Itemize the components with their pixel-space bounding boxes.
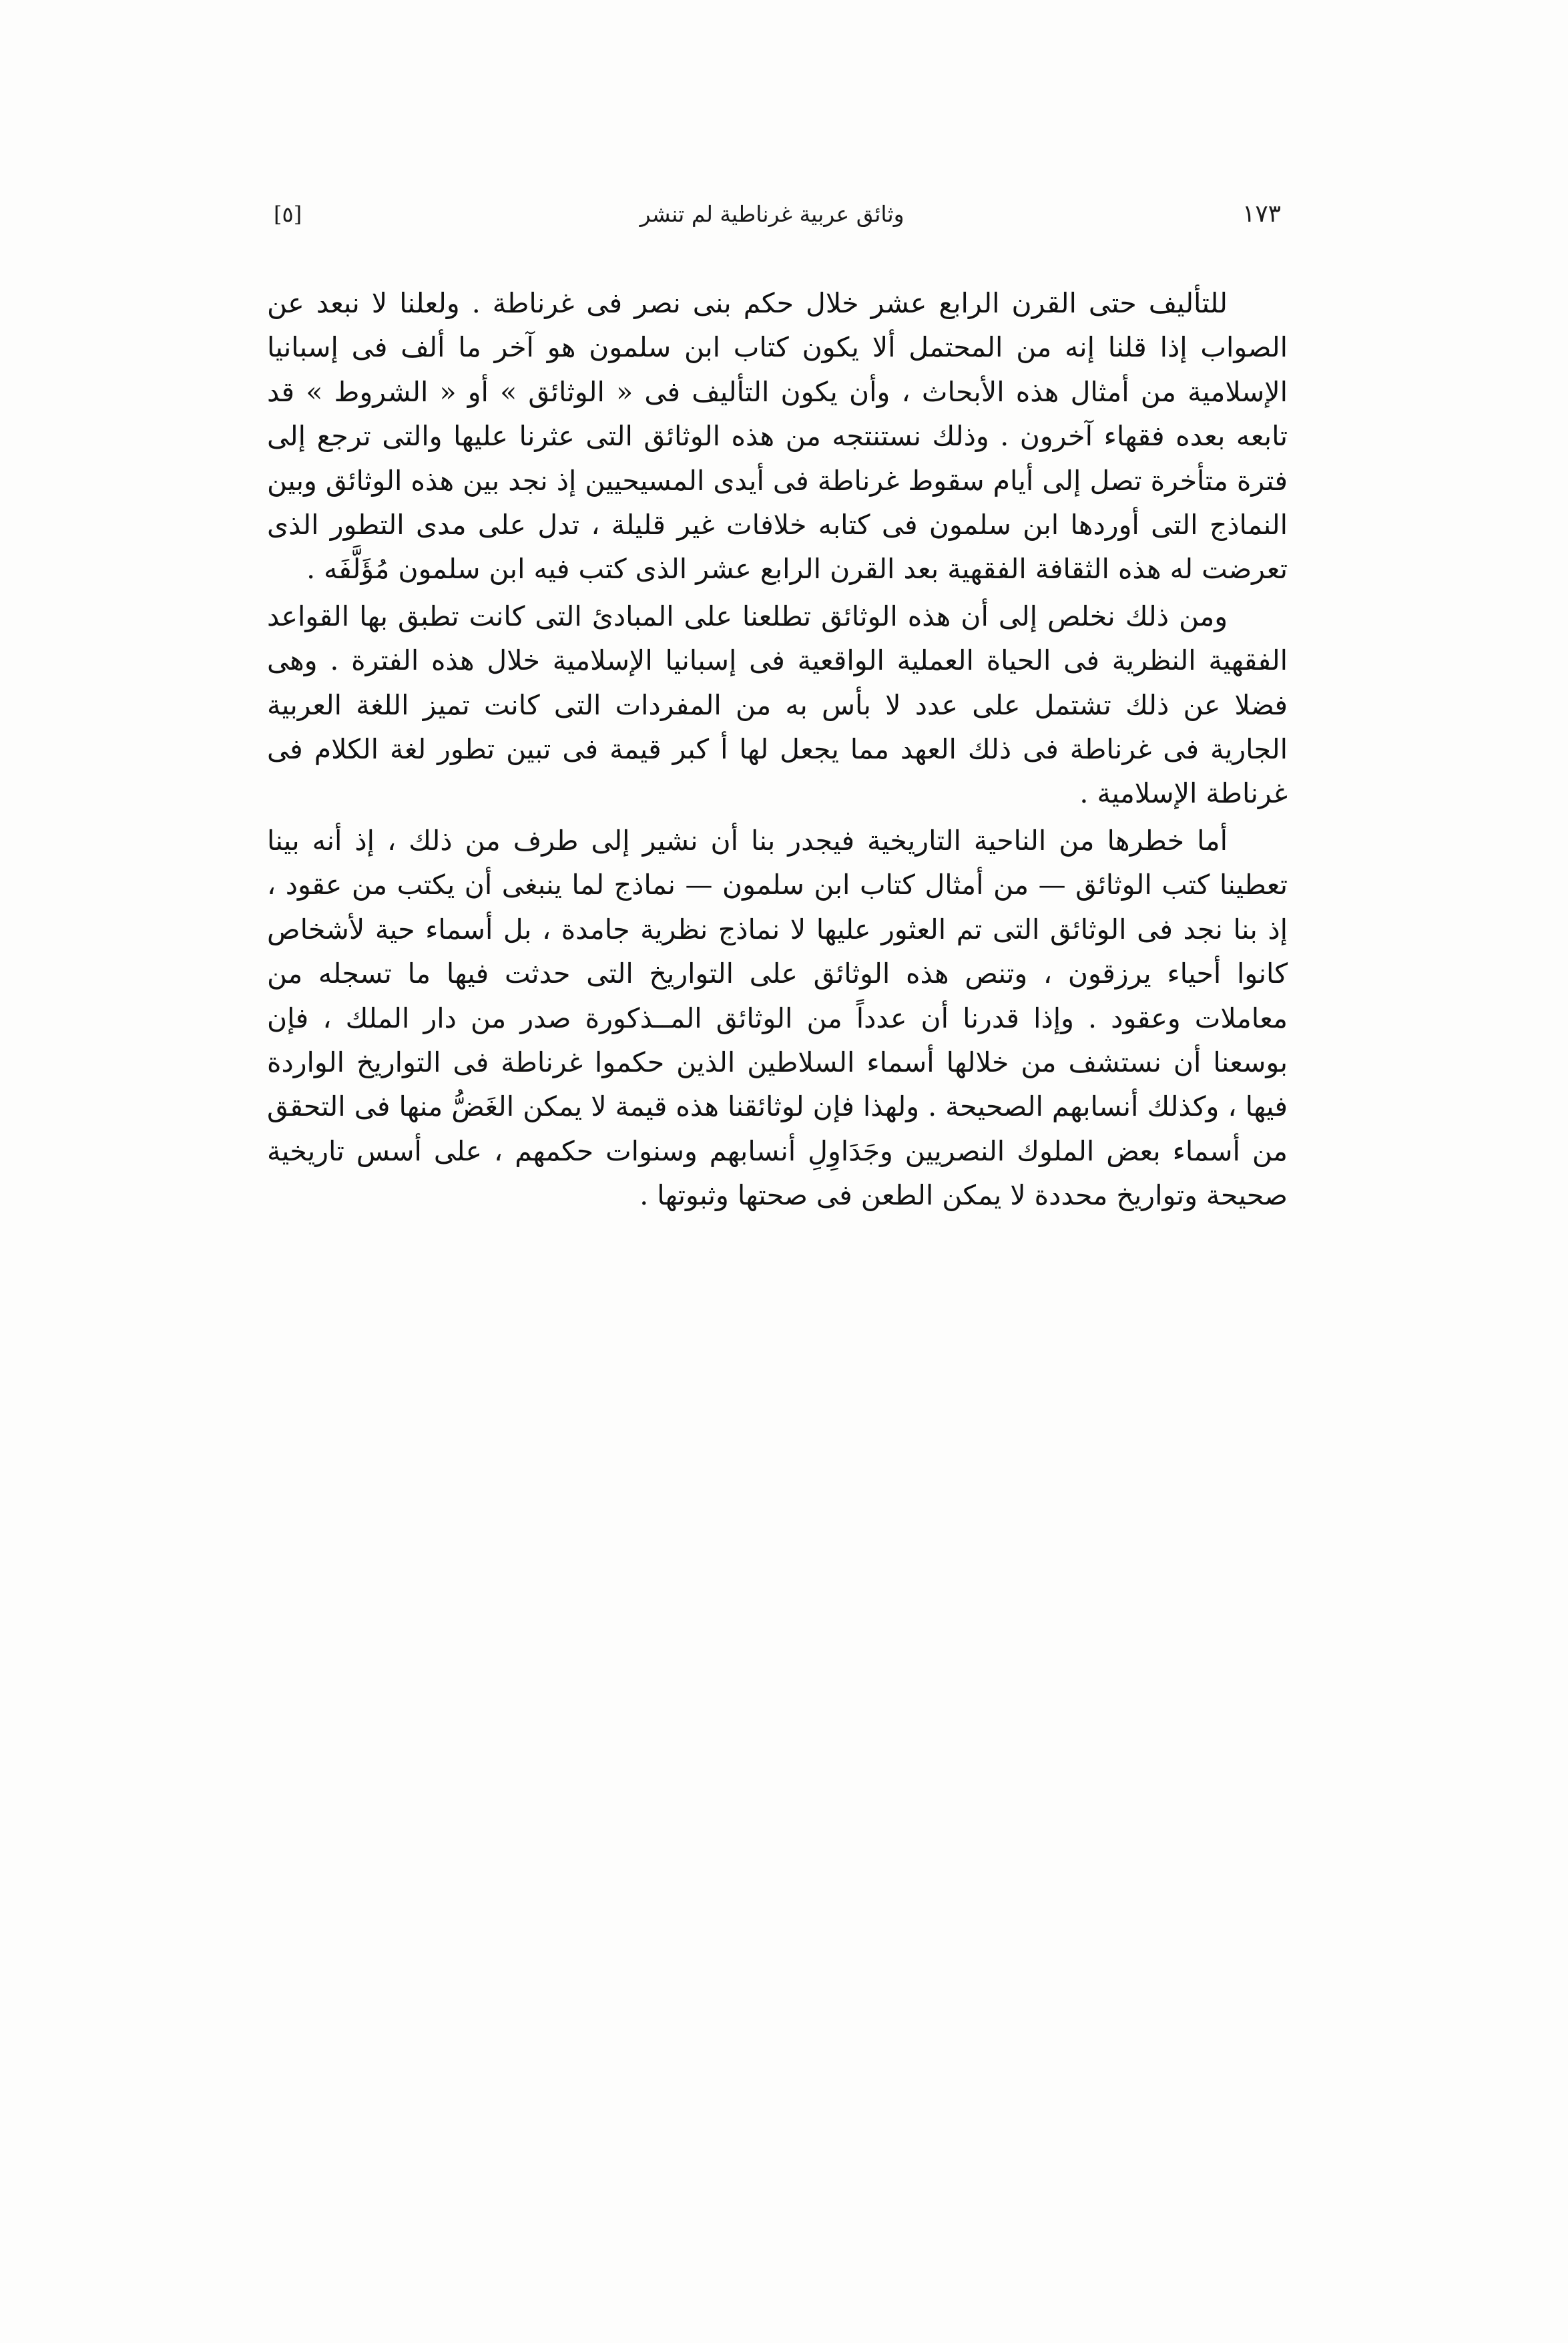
body-text <box>267 281 1288 1218</box>
paragraph: أما خطرها من الناحية التاريخية فيجدر بنا أن نشير إلى طرف من ذلك ، إذ أنه بينا تعطينا كتب الوثائق — من أمثال كتاب ابن سلمون — نماذج لما ينبغى أن يكتب من عقود ، إذ بنا نجد فى الوثائق التى تم العثور عليها لا نماذج نظرية جامدة ، بل أسماء حية لأشخاص كانوا أحياء يرزقون ، وتنص هذه الوثائق على التواريخ التى حدثت فيها ما تسجله من معاملات وعقود . وإذا قدرنا أن عدداً من الوثائق المــذكورة صدر من دار الملك ، فإن بوسعنا أن نستشف من خلالها أسماء السلاطين الذين حكموا غرناطة فى التواريخ الواردة فيها ، وكذلك أنسابهم الصحيحة . ولهذا فإن لوثائقنا هذه قيمة لا يمكن الغَضُّ منها فى التحقق من أسماء بعض الملوك النصريين وجَدَاوِلِ أنسابهم وسنوات حكمهم ، على أسس تاريخية صحيحة وتواريخ محددة لا يمكن الطعن فى صحتها وثبوتها . <box>267 824 1288 1212</box>
signature-mark: [٥] <box>274 202 302 227</box>
running-head-title: وثائق عربية غرناطية لم تنشر <box>639 201 904 227</box>
paragraph: للتأليف حتى القرن الرابع عشر خلال حكم بنى نصر فى غرناطة . ولعلنا لا نبعد عن الصواب إذا قلنا إنه من المحتمل ألا يكون كتاب ابن سلمون هو آخر ما ألف فى إسبانيا الإسلامية من أمثال هذه الأبحاث ، وأن يكون التأليف فى « الوثائق » أو « الشروط » قد تابعه بعده فقهاء آخرون . وذلك نستنتجه من هذه الوثائق التى عثرنا عليها والتى ترجع إلى فترة متأخرة تصل إلى أيام سقوط غرناطة فى أيدى المسيحيين إذ نجد بين هذه الوثائق وبين النماذج التى أوردها ابن سلمون فى كتابه خلافات غير قليلة ، تدل على مدى التطور الذى تعرضت له هذه الثقافة الفقهية بعد القرن الرابع عشر الذى كتب فيه ابن سلمون مُؤَلَّفَه . <box>267 287 1288 586</box>
page-number: ١٧٣ <box>1242 200 1281 228</box>
running-head <box>267 200 1288 228</box>
paragraph: ومن ذلك نخلص إلى أن هذه الوثائق تطلعنا على المبادئ التى كانت تطبق بها القواعد الفقهية النظرية فى الحياة العملية الواقعية فى إسبانيا الإسلامية خلال هذه الفترة . وهى فضلا عن ذلك تشتمل على عدد لا بأس به من المفردات التى كانت تميز اللغة العربية الجارية فى غرناطة فى ذلك العهد مما يجعل لها أ كبر قيمة فى تبين تطور لغة الكلام فى غرناطة الإسلامية . <box>267 600 1288 810</box>
page-content <box>267 200 1288 1221</box>
